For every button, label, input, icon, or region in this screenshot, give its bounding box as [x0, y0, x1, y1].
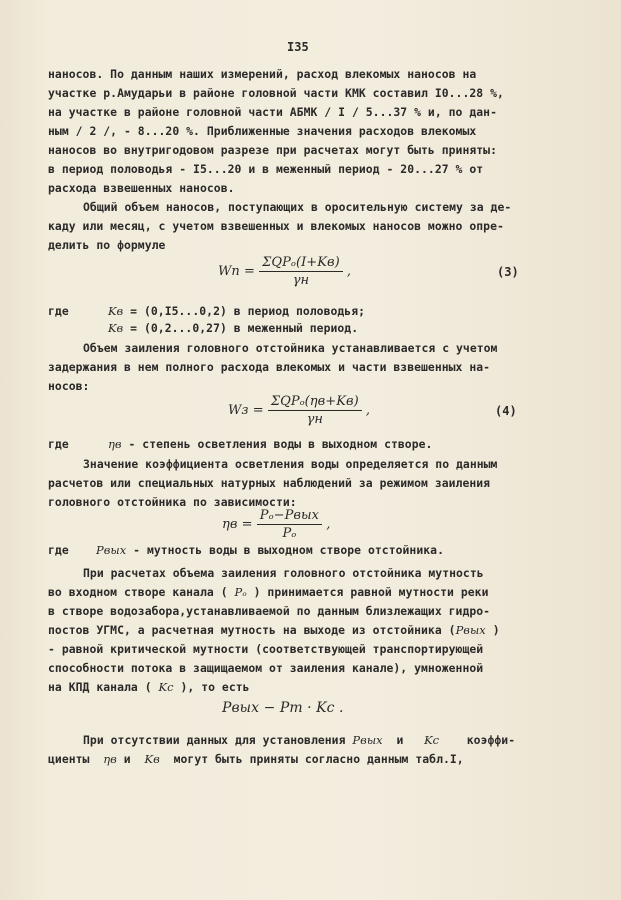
text-line: во входном створе канала ( Pₒ ) принимается равной мутности реки: [48, 585, 489, 599]
formula-4-number: (4): [495, 404, 517, 418]
text-line: делить по формуле: [48, 238, 166, 252]
formula-5: ηв = $\frac{\text{Pₒ−Pвых}}{\text{Pₒ}}$ ,: [222, 508, 331, 541]
text-line: в створе водозабора,устанавливаемой по данным близлежащих гидро-: [48, 604, 491, 618]
where-label: где: [48, 304, 69, 318]
text-line: задержания в нем полного расхода влекомых и части взвешенных на-: [48, 360, 491, 374]
text-line: При расчетах объема заиления головного отстойника мутность: [83, 566, 484, 580]
formula-3-lhs: Wп: [218, 264, 240, 279]
formula-5-denominator: Pₒ: [282, 526, 297, 541]
formula-4-numerator: ΣQPₒ(ηв+Kв): [268, 394, 362, 411]
text-line: на КПД канала ( Kс ), то есть: [48, 680, 250, 694]
where-label: где: [48, 543, 69, 557]
text-line: на участке в районе головной части АБМК / I / 5...37 % и, по дан-: [48, 105, 498, 119]
where-line: Pвых - мутность воды в выходном створе отстойника.: [96, 543, 444, 557]
text-line: расчетов или специальных натурных наблюдений за режимом заиления: [48, 476, 491, 490]
formula-4-denominator: γн: [306, 412, 323, 427]
page-number: I35: [287, 40, 309, 54]
formula-6: Pвых − Pт · Kс .: [222, 700, 344, 716]
text-line: При отсутствии данных для установления Pвых и Kс коэффи-: [83, 733, 516, 747]
text-line: Объем заиления головного отстойника устанавливается с учетом: [83, 341, 498, 355]
formula-4: Wз = $\frac{\text{ΣQPₒ(ηв+Kв)}}{\gamma н}$ ,: [228, 394, 371, 427]
formula-3-denominator: γн: [292, 273, 310, 288]
text-line: циенты ηв и Kв могут быть приняты согласно данным табл.I,: [48, 752, 464, 766]
text-line: участке р.Амударьи в районе головной части КМК составил I0...28 %,: [48, 86, 504, 100]
text-line: ным / 2 /, - 8...20 %. Приближенные значения расходов влекомых: [48, 124, 477, 138]
text-line: в период половодья - I5...20 и в меженный период - 20...27 % от: [48, 162, 484, 176]
where-label: где: [48, 437, 69, 451]
text-line: головного отстойника по зависимости:: [48, 495, 297, 509]
text-line: расхода взвешенных наносов.: [48, 181, 235, 195]
formula-3: Wп = $\frac{\text{ΣQPₒ(I+Kв)}}{\gamma н}$ ,: [218, 255, 352, 288]
text-line: постов УГМС, а расчетная мутность на выходе из отстойника (Pвых ): [48, 623, 500, 637]
text-line: наносов во внутригодовом разрезе при расчетах могут быть приняты:: [48, 143, 498, 157]
text-line: наносов. По данным наших измерений, расход влекомых наносов на: [48, 67, 477, 81]
where-line: Kв = (0,I5...0,2) в период половодья;: [108, 304, 366, 318]
text-line: Общий объем наносов, поступающих в оросительную систему за де-: [83, 200, 512, 214]
formula-3-number: (3): [497, 265, 519, 279]
text-line: - равной критической мутности (соответствующей транспортирующей: [48, 642, 484, 656]
text-line: Значение коэффициента осветления воды определяется по данным: [83, 457, 498, 471]
text-line: носов:: [48, 379, 90, 393]
formula-3-numerator: ΣQPₒ(I+Kв): [259, 255, 343, 272]
where-line: Kв = (0,2...0,27) в меженный период.: [108, 321, 359, 335]
text-line: каду или месяц, с учетом взвешенных и влекомых наносов можно опре-: [48, 219, 504, 233]
where-line: ηв - степень осветления воды в выходном створе.: [108, 437, 433, 451]
text-line: способности потока в защищаемом от заиления канале), умноженной: [48, 661, 484, 675]
formula-5-numerator: Pₒ−Pвых: [257, 508, 322, 525]
